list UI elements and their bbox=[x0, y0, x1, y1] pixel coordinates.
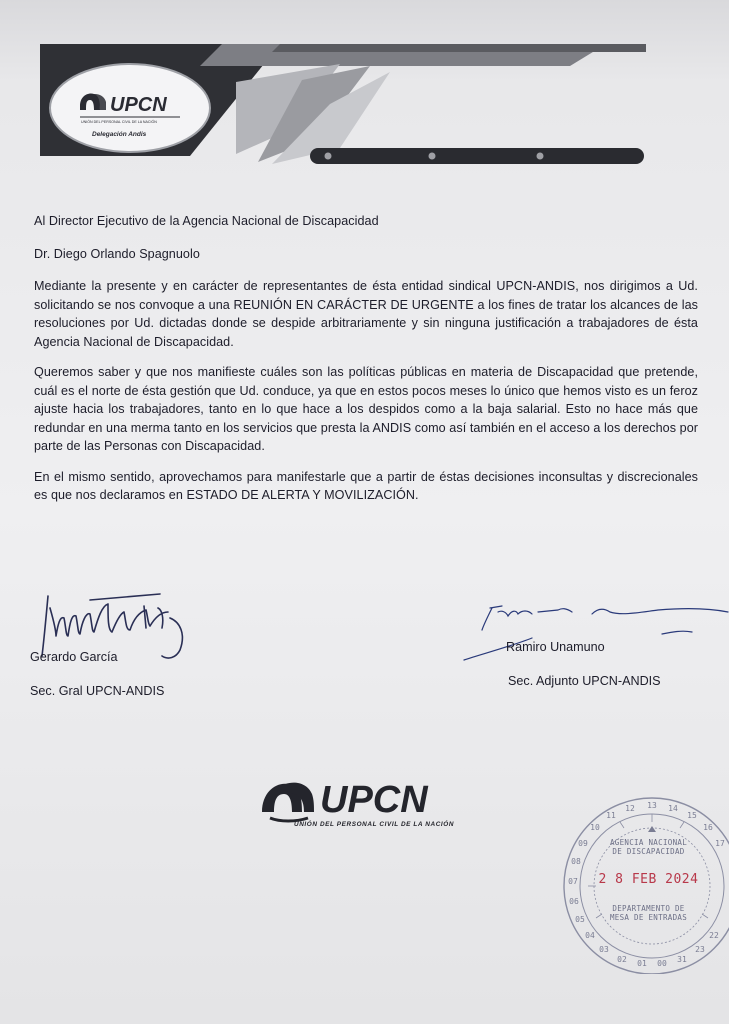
svg-text:22: 22 bbox=[709, 931, 719, 940]
svg-text:08: 08 bbox=[571, 857, 581, 866]
paragraph-3: En el mismo sentido, aprovechamos para manifestarle que a partir de éstas decisiones inconsultas y discrecionales es que nos declaramos en ESTADO DE ALERTA Y MOVILIZACIÓN. bbox=[34, 469, 698, 502]
stamp-agency-line2: DE DISCAPACIDAD bbox=[612, 847, 685, 856]
svg-text:11: 11 bbox=[606, 811, 616, 820]
svg-text:31: 31 bbox=[677, 955, 687, 964]
svg-text:09: 09 bbox=[578, 839, 588, 848]
recipient-line: Al Director Ejecutivo de la Agencia Nacional de Discapacidad bbox=[34, 214, 379, 228]
stamp-pointer-icon bbox=[648, 826, 656, 832]
right-signer-title: Sec. Adjunto UPCN-ANDIS bbox=[508, 674, 661, 688]
footer-upcn-logo bbox=[258, 770, 486, 832]
stamp-dept-line1: DEPARTAMENTO DE bbox=[612, 904, 685, 913]
svg-text:01: 01 bbox=[637, 959, 647, 968]
banner-logo-subtitle: UNIÓN DEL PERSONAL CIVIL DE LA NACIÓN bbox=[81, 120, 157, 124]
paragraph-1: Mediante la presente y en carácter de representantes de ésta entidad sindical UPCN-ANDIS, nos dirigimos a Ud. solicitando se nos convoque a una REUNIÓN EN CARÁCTER DE URGENTE a los fines de tratar los alcances de las resoluciones por Ud. dictadas donde se despide arbitrariamente y sin ninguna justificación a trabajadores de ésta Agencia Nacional de Discapacidad. bbox=[34, 279, 698, 349]
banner-logo-text: UPCN bbox=[110, 94, 167, 116]
svg-text:17: 17 bbox=[715, 839, 725, 848]
letterhead-banner bbox=[40, 44, 646, 170]
stamp-agency-line1: AGENCIA NACIONAL bbox=[609, 838, 688, 847]
svg-text:14: 14 bbox=[668, 804, 678, 813]
stamp-date: 2 8 FEB 2024 bbox=[598, 872, 699, 887]
stamp-dept-line2: MESA DE ENTRADAS bbox=[609, 913, 688, 922]
signature-block-left bbox=[30, 588, 230, 708]
paragraph-2: Queremos saber y que nos manifieste cuáles son las políticas públicas en materia de Discapacidad que pretende, cuál es el norte de ésta gestión que Ud. conduce, ya que en estos pocos meses lo único que hemos visto es un feroz ajuste hacia los trabajadores, tanto en lo que hace a los despidos como a la baja salarial. Esto no hace más que redundar en una merma tanto en los servicios que presta la ANDIS como así también en el acceso a los derechos por parte de las Personas con Discapacidad. bbox=[34, 365, 698, 453]
svg-text:05: 05 bbox=[575, 915, 585, 924]
reception-stamp bbox=[560, 794, 729, 974]
svg-text:02: 02 bbox=[617, 955, 627, 964]
svg-text:03: 03 bbox=[599, 945, 609, 954]
signature-block-right bbox=[462, 598, 729, 698]
svg-text:04: 04 bbox=[585, 931, 595, 940]
right-signer-name: Ramiro Unamuno bbox=[506, 640, 605, 654]
letter-body bbox=[34, 212, 698, 517]
svg-text:07: 07 bbox=[568, 877, 578, 886]
svg-text:10: 10 bbox=[590, 823, 600, 832]
svg-text:00: 00 bbox=[657, 959, 667, 968]
footer-logo-subtitle: UNIÓN DEL PERSONAL CIVIL DE LA NACIÓN bbox=[294, 821, 455, 828]
handwritten-signature-right bbox=[462, 598, 729, 668]
addressee-line: Dr. Diego Orlando Spagnuolo bbox=[34, 246, 200, 261]
upcn-mark-icon bbox=[262, 783, 314, 821]
svg-text:16: 16 bbox=[703, 823, 713, 832]
footer-logo-text: UPCN bbox=[320, 779, 428, 821]
svg-text:15: 15 bbox=[687, 811, 697, 820]
banner-delegation: Delegación Andis bbox=[92, 131, 147, 138]
svg-text:13: 13 bbox=[647, 801, 657, 810]
svg-text:12: 12 bbox=[625, 804, 635, 813]
svg-text:06: 06 bbox=[569, 897, 579, 906]
left-signer-name: Gerardo García bbox=[30, 650, 118, 664]
left-signer-title: Sec. Gral UPCN-ANDIS bbox=[30, 684, 165, 698]
svg-text:23: 23 bbox=[695, 945, 705, 954]
